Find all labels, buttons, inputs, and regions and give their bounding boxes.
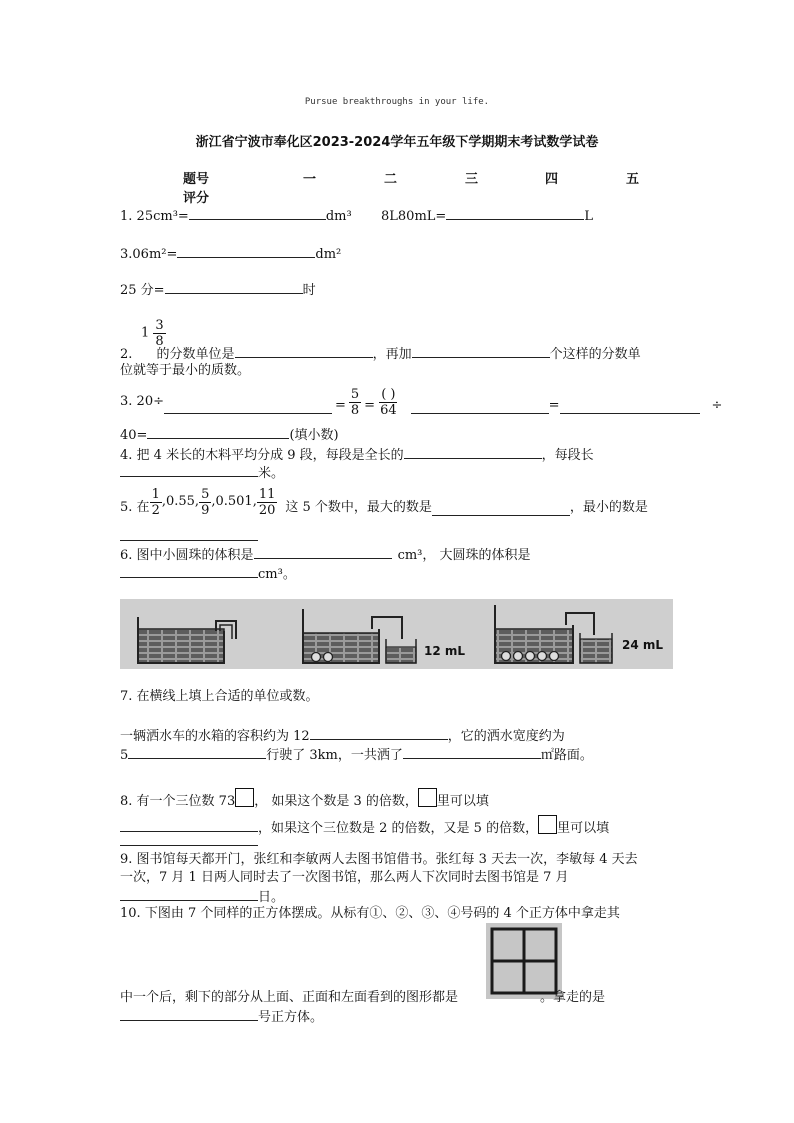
q2-mixed-whole: 1 — [141, 325, 150, 341]
q10-line3: 号正方体。 — [258, 1010, 324, 1025]
q3-f2-den: 64 — [380, 402, 397, 418]
question-1-line-b — [381, 207, 593, 225]
score-row2-label: 评分 — [183, 191, 210, 206]
q7-blank-1[interactable] — [310, 727, 448, 740]
q9-number: 9. — [120, 852, 133, 867]
question-1-line-d — [120, 281, 316, 299]
q1-d-left: 25 分= — [120, 283, 165, 298]
score-col-2: 二 — [384, 172, 398, 187]
question-1-line-c — [120, 245, 341, 263]
q8-digit-box-2[interactable] — [418, 788, 437, 807]
score-row-label: 题号 — [183, 172, 210, 187]
q2-text1: 的分数单位是 — [156, 347, 235, 362]
question-9-line-1 — [120, 852, 638, 868]
q4-blank-2[interactable] — [120, 464, 258, 477]
q8-text3: 里可以填 — [436, 794, 489, 809]
question-10-line-1 — [120, 906, 620, 922]
q7-intro: 在横线上填上合适的单位或数。 — [136, 689, 319, 704]
q10-blank[interactable] — [120, 1008, 258, 1021]
q6-text1: 图中小圆珠的体积是 — [136, 548, 254, 563]
q1-d-blank[interactable] — [165, 281, 303, 294]
q9-line3: 日。 — [258, 890, 285, 905]
q3-blank-2[interactable] — [411, 401, 549, 414]
q8-text4: ，如果这个三位数是 2 的倍数，又是 5 的倍数， — [258, 821, 539, 836]
q5-text2: ，最小的数是 — [569, 500, 648, 515]
q4-text1: 把 4 米长的木料平均分成 9 段，每段是全长的 — [136, 448, 404, 463]
q8-blank-2[interactable] — [120, 833, 258, 846]
q3-blank-3[interactable] — [560, 401, 700, 414]
q8-number: 8. — [120, 794, 133, 809]
q6-blank-2[interactable] — [120, 565, 258, 578]
q3-start: 20÷ — [136, 394, 164, 409]
q9-blank[interactable] — [120, 888, 258, 901]
q3-eq2: = — [364, 398, 376, 413]
q2-blank-2[interactable] — [412, 345, 550, 358]
q3-blank-1[interactable] — [164, 401, 332, 414]
score-col-3: 三 — [465, 172, 479, 187]
question-9-line-3 — [120, 888, 284, 906]
q8-blank-1[interactable] — [120, 819, 258, 832]
question-10-line-3 — [120, 1008, 323, 1026]
question-4-line-1 — [120, 446, 594, 464]
q3-f2-num: ( ) — [381, 386, 396, 402]
q1-d-unit: 时 — [302, 283, 316, 298]
q5-n5-den: 20 — [258, 502, 276, 518]
fig-label-24ml: 24 mL — [622, 638, 664, 652]
q5-num-1 — [150, 487, 162, 518]
q1-a-unit: dm³ — [325, 209, 352, 224]
q9-line2: 一次，7 月 1 日两人同时去了一次图书馆，那么两人下次同时去图书馆是 7 月 — [120, 870, 569, 885]
q7-blank-2[interactable] — [128, 746, 266, 759]
q5-blank-1[interactable] — [432, 503, 570, 516]
question-8-line-1 — [120, 788, 489, 810]
question-7-line-2 — [120, 746, 593, 764]
q8-text1: 有一个三位数 73 — [136, 794, 236, 809]
q6-unit1: cm³ — [397, 548, 423, 563]
question-6-line-2 — [120, 565, 296, 583]
q3-div: ÷ — [711, 398, 723, 413]
q2-frac-den: 8 — [155, 334, 164, 349]
tank-1 — [138, 617, 236, 663]
q5-num-5 — [257, 487, 278, 518]
q5-num-3 — [199, 487, 211, 518]
q7-number: 7. — [120, 689, 133, 704]
score-col-4: 四 — [545, 172, 559, 187]
q6-unit2: cm³。 — [258, 567, 296, 582]
q8-text2: ， 如果这个数是 3 的倍数， — [254, 794, 418, 809]
q8-text5: 里可以填 — [557, 821, 610, 836]
score-col-5: 五 — [626, 172, 640, 187]
q8-digit-box-3[interactable] — [538, 815, 557, 834]
q5-n3-den: 9 — [201, 502, 210, 518]
q4-number: 4. — [120, 448, 133, 463]
q1-a-blank[interactable] — [189, 207, 326, 220]
q1-b-left: 8L80mL= — [381, 209, 447, 224]
question-3-line-1 — [120, 380, 722, 424]
q1-c-unit: dm² — [315, 247, 342, 262]
q4-blank-1[interactable] — [404, 446, 542, 459]
q3-eq3: = — [548, 398, 560, 413]
tank-2 — [303, 609, 416, 663]
tank-3 — [495, 605, 612, 663]
q2-number: 2. — [120, 347, 133, 362]
q10-number: 10. — [120, 906, 141, 921]
q7-text1: 一辆洒水车的水箱的容积约为 12 — [120, 729, 310, 744]
question-7-line-1 — [120, 727, 565, 745]
q7-text2: ，它的洒水宽度约为 — [447, 729, 565, 744]
fig-label-12ml: 12 mL — [424, 644, 466, 658]
q7-text4: 行驶了 3km，一共洒了 — [266, 748, 403, 763]
q2-text2: ，再加 — [372, 347, 412, 362]
q1-c-left: 3.06m²= — [120, 247, 178, 262]
q8-digit-box-1[interactable] — [235, 788, 254, 807]
q3-number: 3. — [120, 394, 133, 409]
question-1-line-a — [120, 207, 352, 225]
q4-text2: ，每段长 — [541, 448, 594, 463]
q4-text3: 米。 — [258, 466, 285, 481]
q1-b-unit: L — [584, 209, 593, 224]
q2-frac-num: 3 — [155, 318, 164, 333]
q5-n4: ,0.501, — [211, 494, 257, 509]
question-3-line-2 — [120, 426, 339, 444]
q2-blank-1[interactable] — [235, 345, 373, 358]
q2-text4: 位就等于最小的质数。 — [120, 363, 251, 378]
q3-f1-den: 8 — [350, 402, 360, 418]
q5-n3-num: 5 — [201, 486, 210, 502]
q3-eq1: = — [334, 398, 346, 413]
question-9-line-2 — [120, 870, 568, 886]
q10-line2-end: 。拿走的是 — [540, 990, 606, 1005]
grid-2x2-icon — [486, 923, 562, 999]
q7-blank-3[interactable] — [403, 746, 541, 759]
q5-n1-num: 1 — [151, 486, 160, 502]
question-2-line-1 — [120, 345, 641, 363]
q9-line1: 图书馆每天都开门，张红和李敏两人去图书馆借书。张红每 3 天去一次，李敏每 4 天去 — [136, 852, 638, 867]
question-6-line-1 — [120, 546, 531, 564]
question-2-line-2 — [120, 363, 250, 379]
q5-prefix: 在 — [136, 500, 150, 515]
q3-line2-start: 40= — [120, 428, 148, 443]
q5-n2: ,0.55, — [161, 494, 200, 509]
q3-fraction-2 — [378, 387, 399, 418]
q1-c-blank[interactable] — [177, 245, 315, 258]
q1-a-left: 25cm³= — [136, 209, 189, 224]
q5-n5-num: 11 — [258, 486, 276, 502]
q5-number: 5. — [120, 500, 133, 515]
score-col-1: 一 — [303, 172, 317, 187]
q10-line1: 下图由 7 个同样的正方体摆成。从标有①、②、③、④号码的 4 个正方体中拿走其 — [144, 906, 620, 921]
motto: Pursue breakthroughs in your life. — [304, 97, 490, 107]
square-grid-figure — [486, 923, 562, 999]
question-10-line-2 — [120, 990, 605, 1006]
q10-line2: 中一个后，剩下的部分从上面、正面和左面看到的图形都是 — [120, 990, 459, 1005]
q7-text3: 5 — [120, 748, 129, 763]
q6-number: 6. — [120, 548, 133, 563]
q5-blank-2[interactable] — [120, 528, 258, 541]
q1-b-blank[interactable] — [446, 207, 584, 220]
question-7-intro — [120, 689, 319, 705]
q3-f1-num: 5 — [350, 386, 360, 402]
q3-blank-4[interactable] — [147, 426, 289, 439]
beaker-illustration — [120, 599, 673, 669]
question-8-line-3 — [120, 833, 258, 851]
q5-text1: 这 5 个数中，最大的数是 — [285, 500, 432, 515]
q6-text2: ， 大圆珠的体积是 — [422, 548, 531, 563]
question-5-line-2 — [120, 528, 258, 546]
page-title: 浙江省宁波市奉化区2023-2024学年五年级下学期期末考试数学试卷 — [195, 135, 599, 150]
q6-blank-1[interactable] — [254, 546, 392, 559]
q5-n1-den: 2 — [151, 502, 160, 518]
q3-line2-end: (填小数) — [289, 428, 339, 443]
q3-fraction-1 — [349, 387, 361, 418]
q2-text3: 个这样的分数单 — [549, 347, 641, 362]
beaker-photo — [120, 599, 673, 669]
question-5-line-1 — [120, 480, 648, 524]
q7-text5: ㎡路面。 — [540, 748, 593, 763]
q1-number: 1. — [120, 209, 133, 224]
